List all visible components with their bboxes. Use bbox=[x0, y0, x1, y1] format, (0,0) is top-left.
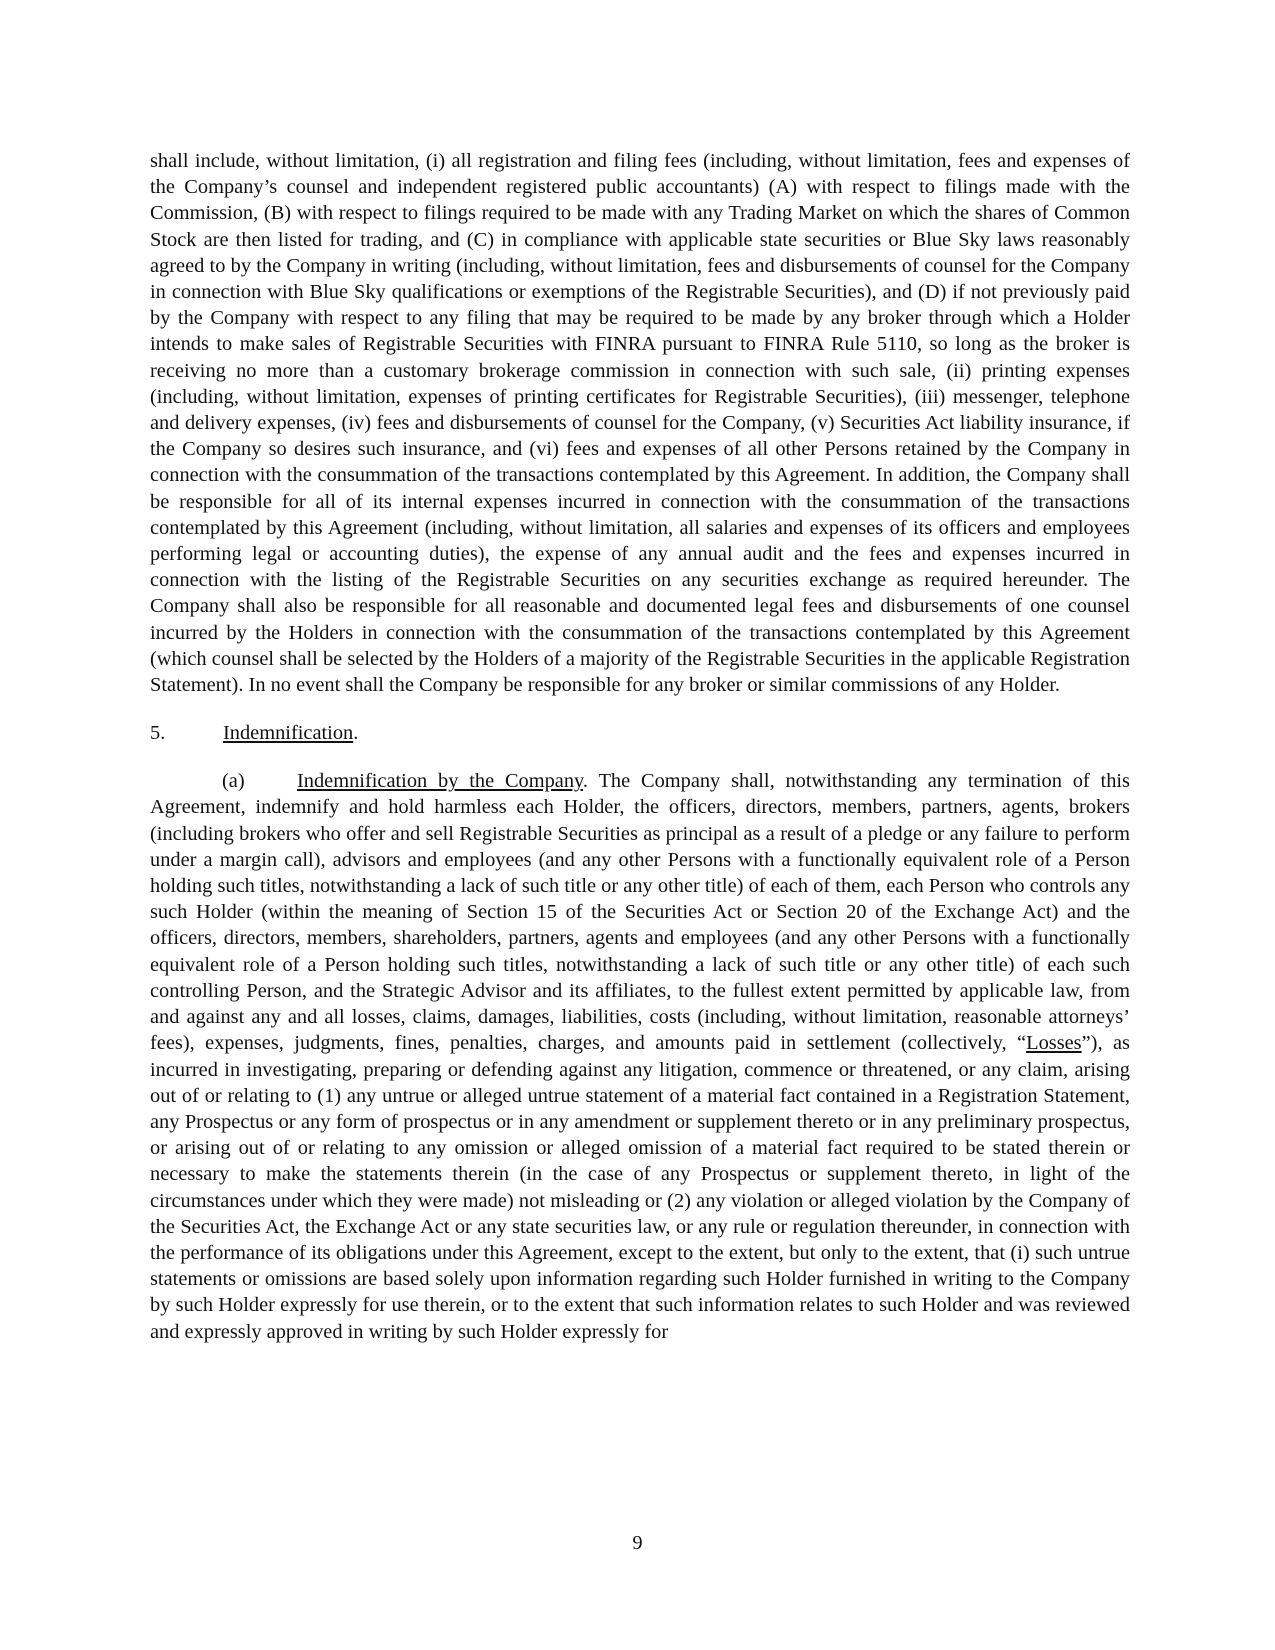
section-5-heading bbox=[150, 720, 1130, 746]
page-content bbox=[150, 148, 1130, 1345]
section-5-title: Indemnification bbox=[223, 722, 354, 745]
page-number: 9 bbox=[632, 1532, 643, 1554]
subsection-a-text-part-1: . The Company shall, notwithstanding any termination of this Agreement, indemnify and hold harmless each Holder, the officers, directors, members, partners, agents, brokers (including brokers who offer and sell Registrable Securities as principal as a result of a pledge or any failure to perform under a margin call), advisors and employees (and any other Persons with a functionally equivalent role of a Person holding such titles, notwithstanding a lack of such title or any other title) of each of them, each Person who controls any such Holder (within the meaning of Section 15 of the Securities Act or Section 20 of the Exchange Act) and the officers, directors, members, shareholders, partners, agents and employees (and any other Persons with a functionally equivalent role of a Person holding such titles, notwithstanding a lack of such title or any other title) of each such controlling Person, and the Strategic Advisor and its affiliates, to the fullest extent permitted by applicable law, from and against any and all losses, claims, damages, liabilities, costs (including, without limitation, reasonable attorneys’ fees), expenses, judgments, fines, penalties, charges, and amounts paid in settlement (collectively, “ bbox=[150, 770, 1130, 1055]
subsection-a-label: (a) bbox=[222, 770, 245, 793]
paragraph-expenses-continued: shall include, without limitation, (i) all registration and filing fees (including, without limitation, fees and expenses of the Company’s counsel and independent registered public accountants) (A) with respect to filings made with the Commission, (B) with respect to filings required to be made with any Trading Market on which the shares of Common Stock are then listed for trading, and (C) in compliance with applicable state securities or Blue Sky laws reasonably agreed to by the Company in writing (including, without limitation, fees and disbursements of counsel for the Company in connection with Blue Sky qualifications or exemptions of the Registrable Securities), and (D) if not previously paid by the Company with respect to any filing that may be required to be made by any broker through which a Holder intends to make sales of Registrable Securities with FINRA pursuant to FINRA Rule 5110, so long as the broker is receiving no more than a customary brokerage commission in connection with such sale, (ii) printing expenses (including, without limitation, expenses of printing certificates for Registrable Securities), (iii) messenger, telephone and delivery expenses, (iv) fees and disbursements of counsel for the Company, (v) Securities Act liability insurance, if the Company so desires such insurance, and (vi) fees and expenses of all other Persons retained by the Company in connection with the consummation of the transactions contemplated by this Agreement. In addition, the Company shall be responsible for all of its internal expenses incurred in connection with the consummation of the transactions contemplated by this Agreement (including, without limitation, all salaries and expenses of its officers and employees performing legal or accounting duties), the expense of any annual audit and the fees and expenses incurred in connection with the listing of the Registrable Securities on any securities exchange as required hereunder. The Company shall also be responsible for all reasonable and documented legal fees and disbursements of one counsel incurred by the Holders in connection with the consummation of the transactions contemplated by this Agreement (which counsel shall be selected by the Holders of a majority of the Registrable Securities in the applicable Registration Statement). In no event shall the Company be responsible for any broker or similar commissions of any Holder. bbox=[150, 150, 1130, 697]
losses-defined-term: Losses bbox=[1026, 1032, 1082, 1055]
section-5-title-wrap bbox=[223, 720, 358, 746]
section-5-number: 5. bbox=[150, 722, 166, 745]
subsection-a-title: Indemnification by the Company bbox=[297, 770, 583, 793]
section-5-title-period: . bbox=[353, 722, 359, 745]
subsection-a-paragraph bbox=[150, 768, 1130, 1344]
subsection-a-text-part-2: ”), as incurred in investigating, preparing or defending against any litigation, commence or threatened, or any claim, arising out of or relating to (1) any untrue or alleged untrue statement of a material fact contained in a Registration Statement, any Prospectus or any form of prospectus or in any amendment or supplement thereto or in any preliminary prospectus, or arising out of or relating to any omission or alleged omission of a material fact required to be stated therein or necessary to make the statements therein (in the case of any Prospectus or supplement thereto, in light of the circumstances under which they were made) not misleading or (2) any violation or alleged violation by the Company of the Securities Act, the Exchange Act or any state securities law, or any rule or regulation thereunder, in connection with the performance of its obligations under this Agreement, except to the extent, but only to the extent, that (i) such untrue statements or omissions are based solely upon information regarding such Holder furnished in writing to the Company by such Holder expressly for use therein, or to the extent that such information relates to such Holder and was reviewed and expressly approved in writing by such Holder expressly for bbox=[150, 1032, 1130, 1343]
